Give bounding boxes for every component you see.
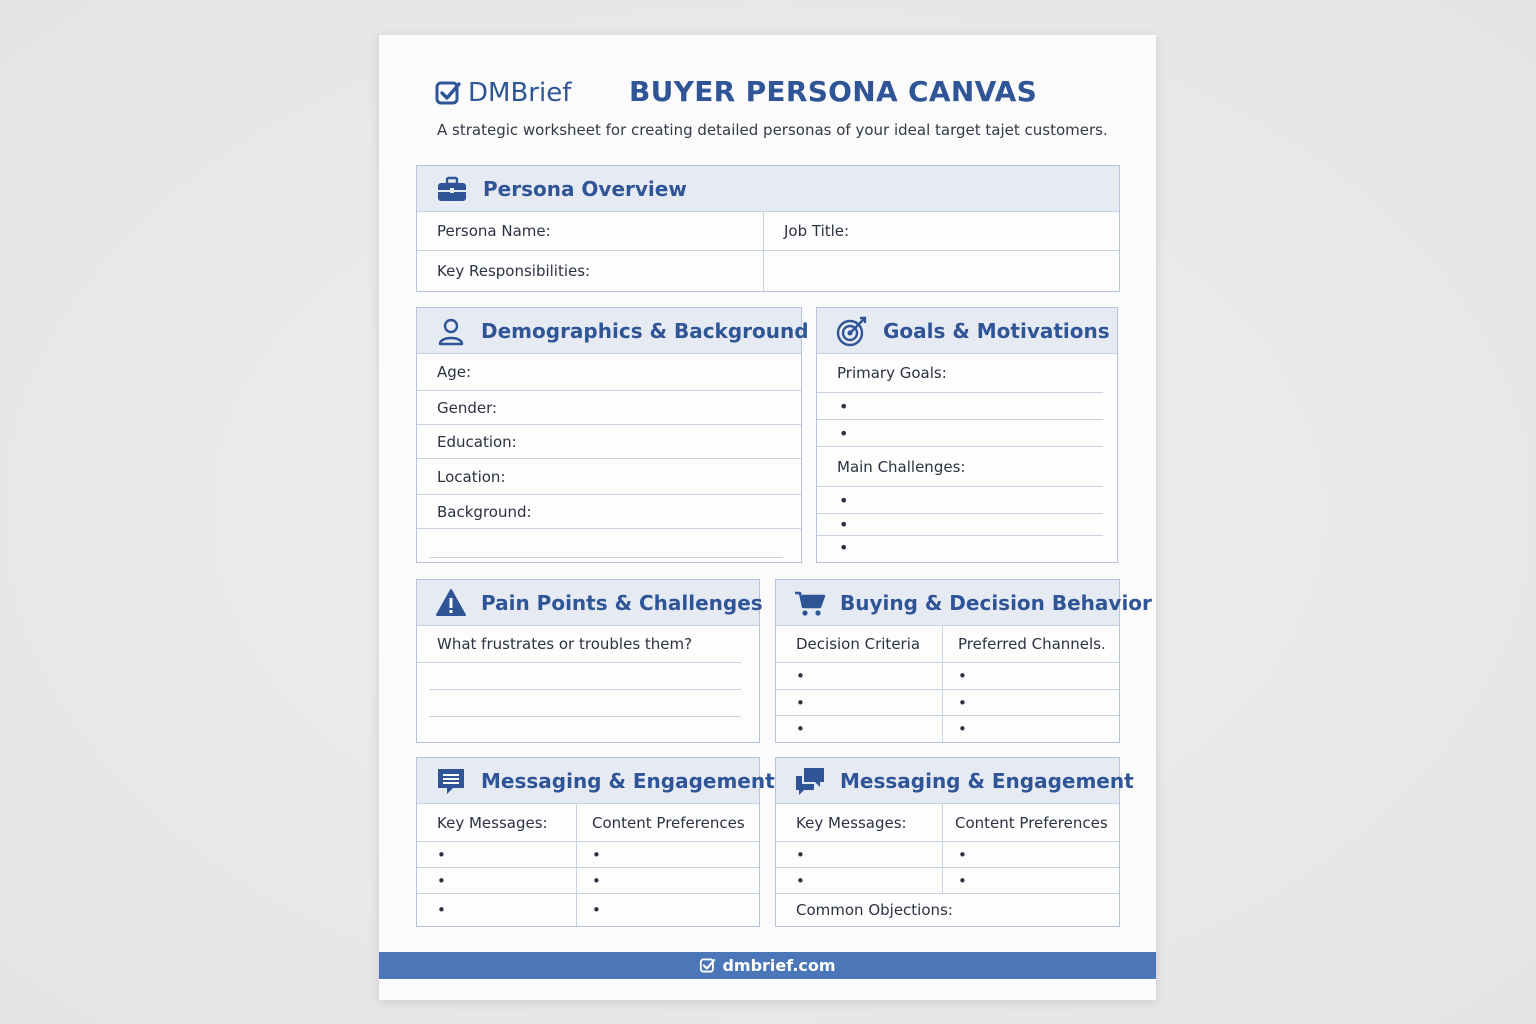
section-title: Pain Points & Challenges xyxy=(481,590,763,615)
content-preference-item[interactable] xyxy=(577,842,759,868)
section-header xyxy=(417,758,775,804)
section-header xyxy=(417,580,763,626)
section-header xyxy=(417,166,1119,212)
key-messages-header: Key Messages: xyxy=(776,804,943,842)
key-responsibilities-field[interactable]: Key Responsibilities: xyxy=(417,251,764,291)
pain-points-section xyxy=(416,579,763,743)
brand-logo xyxy=(434,77,571,109)
decision-criteria-item[interactable] xyxy=(776,716,943,742)
answer-line[interactable] xyxy=(429,663,741,690)
decision-criteria-item[interactable] xyxy=(776,663,943,690)
primary-goals-label: Primary Goals: xyxy=(817,354,1103,393)
worksheet-page xyxy=(379,35,1156,1000)
section-header xyxy=(817,308,1117,354)
section-title: Messaging & Engagement xyxy=(481,768,775,793)
job-title-field[interactable]: Job Title: xyxy=(764,212,1119,251)
section-title: Demographics & Background xyxy=(481,318,809,343)
decision-criteria-header: Decision Criteria xyxy=(776,626,943,663)
preferred-channel-item[interactable] xyxy=(943,663,1119,690)
persona-name-field[interactable]: Persona Name: xyxy=(417,212,764,251)
challenge-item[interactable] xyxy=(817,487,1103,514)
checkbox-icon xyxy=(699,957,716,974)
page-subtitle: A strategic worksheet for creating detailed personas of your ideal target tajet customers. xyxy=(437,121,1108,139)
location-field[interactable]: Location: xyxy=(417,459,801,495)
gender-field[interactable]: Gender: xyxy=(417,391,801,425)
section-title: Goals & Motivations xyxy=(883,318,1110,343)
brand-name: DMBrief xyxy=(468,78,572,108)
checkbox-icon xyxy=(434,79,462,107)
section-title: Persona Overview xyxy=(483,176,687,201)
briefcase-icon xyxy=(435,172,469,206)
key-message-item[interactable] xyxy=(417,894,577,926)
key-message-item[interactable] xyxy=(776,868,943,894)
content-preference-item[interactable] xyxy=(943,868,1119,894)
footer-bar xyxy=(379,952,1156,979)
decision-criteria-item[interactable] xyxy=(776,690,943,716)
answer-line[interactable] xyxy=(429,690,741,717)
pain-points-prompt: What frustrates or troubles them? xyxy=(417,626,741,663)
buying-behavior-section xyxy=(775,579,1152,743)
messaging-left-section xyxy=(416,757,775,927)
key-message-item[interactable] xyxy=(417,842,577,868)
target-icon xyxy=(835,314,869,348)
challenge-item[interactable] xyxy=(817,514,1103,536)
education-field[interactable]: Education: xyxy=(417,425,801,459)
common-objections-field[interactable]: Common Objections: xyxy=(796,901,953,919)
page-title: BUYER PERSONA CANVAS xyxy=(629,75,1038,108)
section-header xyxy=(417,308,809,354)
content-preferences-header: Content Preferences xyxy=(577,804,759,842)
challenge-item[interactable] xyxy=(817,536,1103,558)
section-title: Buying & Decision Behavior xyxy=(840,590,1152,615)
age-field[interactable]: Age: xyxy=(417,354,801,391)
warning-icon xyxy=(435,586,467,620)
preferred-channel-item[interactable] xyxy=(943,716,1119,742)
messaging-right-section xyxy=(775,757,1134,927)
content-preference-item[interactable] xyxy=(577,868,759,894)
primary-goal-item[interactable] xyxy=(817,420,1103,447)
goals-section xyxy=(816,307,1118,563)
content-preference-item[interactable] xyxy=(577,894,759,926)
key-responsibilities-value[interactable] xyxy=(764,251,1119,291)
cart-icon xyxy=(794,586,826,620)
chat-bubbles-icon xyxy=(794,764,826,798)
section-header xyxy=(776,580,1152,626)
persona-overview-section xyxy=(416,165,1120,292)
primary-goal-item[interactable] xyxy=(817,393,1103,420)
main-challenges-label: Main Challenges: xyxy=(817,447,1103,487)
background-line[interactable] xyxy=(429,529,783,558)
key-messages-header: Key Messages: xyxy=(417,804,577,842)
preferred-channels-header: Preferred Channels. xyxy=(943,626,1119,663)
preferred-channel-item[interactable] xyxy=(943,690,1119,716)
background-field[interactable]: Background: xyxy=(417,495,801,529)
content-preferences-header: Content Preferences xyxy=(943,804,1119,842)
demographics-section xyxy=(416,307,809,563)
key-message-item[interactable] xyxy=(776,842,943,868)
section-header xyxy=(776,758,1134,804)
section-title: Messaging & Engagement xyxy=(840,768,1134,793)
content-preference-item[interactable] xyxy=(943,842,1119,868)
footer-url[interactable]: dmbrief.com xyxy=(722,956,836,975)
user-icon xyxy=(435,314,467,348)
message-icon xyxy=(435,764,467,798)
key-message-item[interactable] xyxy=(417,868,577,894)
